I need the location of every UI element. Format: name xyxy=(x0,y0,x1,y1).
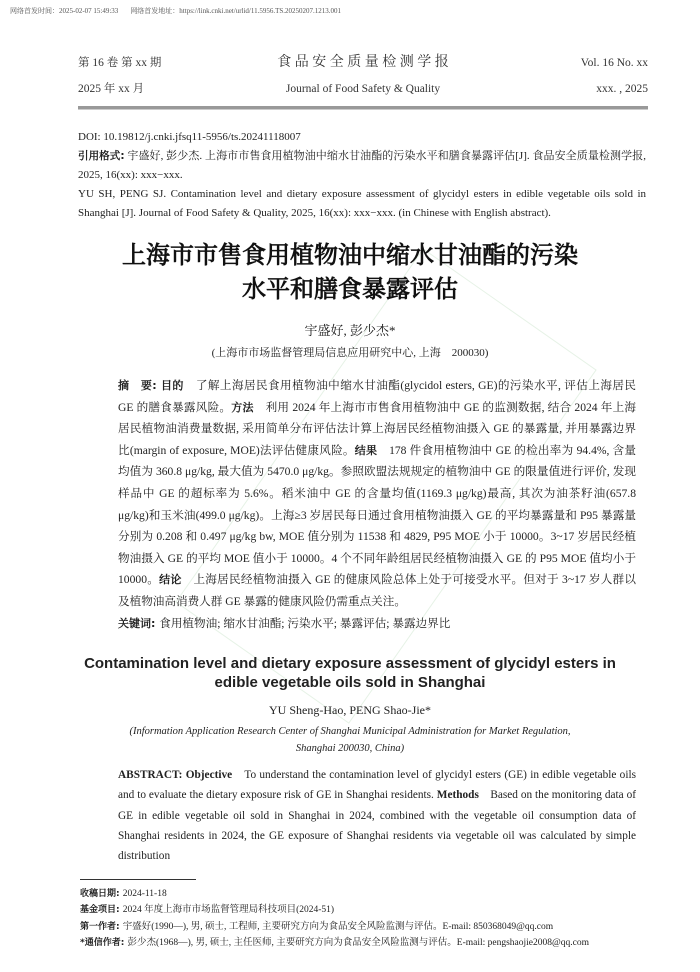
objective-text: 了解上海居民食用植物油中缩水甘油酯(glycidol esters, GE)的污染水平, 评估上海居民 GE 的膳食暴露风险。 xyxy=(118,379,636,414)
footnote-rule xyxy=(80,879,196,880)
header-rule xyxy=(78,106,648,110)
title-cn-line2: 水平和膳食暴露评估 xyxy=(242,277,458,303)
affiliation-cn: (上海市市场监督管理局信息应用研究中心, 上海 200030) xyxy=(211,347,489,359)
header-row-1 xyxy=(78,50,648,76)
methods-label: 方法 xyxy=(231,400,254,414)
authors-cn: 宇盛好, 彭少杰* xyxy=(304,323,396,338)
methods-en-text: Based on the monitoring data of GE in edible vegetable oil sold in Shanghai in 2024, combined with the vegetable oil consumption data of Shanghai residents in 2024, the GE exposure of Shanghai residents via vegetable oil was calculated by simple distribution xyxy=(118,789,636,863)
volume-cn: 第 16 卷 第 xx 期 xyxy=(78,57,162,69)
methods-text: 利用 2024 年上海市市售食用植物油中 GE 的监测数据, 结合 2024 年上海居民植物油消费量数据, 采用简单分布评估法计算上海居民经植物油摄入 GE 的暴露量, 并用暴露边界比(margin of exposure, MOE)法评估健康风险。 xyxy=(118,400,636,457)
date-en: xxx. , 2025 xyxy=(596,83,648,95)
citation-en: YU SH, PENG SJ. Contamination level and dietary exposure assessment of glycidyl esters in edible vegetable oils sold in Shanghai [J]. Journal of Food Safety & Quality, 2025, 16(xx): xxx−xxx. (in Chinese with English abstract). xyxy=(78,188,646,219)
citation-cn xyxy=(78,147,646,185)
abstract-cn xyxy=(118,375,636,634)
title-cn-line1: 上海市市售食用植物油中缩水甘油酯的污染 xyxy=(122,243,578,269)
affiliation-en-line1: (Information Application Research Center of Shanghai Municipal Administration for Market Regulation, xyxy=(129,726,571,738)
footnote-text: 宇盛好(1990—), 男, 硕士, 工程师, 主要研究方向为食品安全风险监测与评估。E-mail: 850368049@qq.com xyxy=(122,921,554,932)
doi[interactable]: DOI: 10.19812/j.cnki.jfsq11-5956/ts.20241118007 xyxy=(78,131,301,143)
footnote-first-author xyxy=(80,919,660,936)
footnote-text: 2024-11-18 xyxy=(122,888,167,899)
objective-en-text: To understand the contamination level of glycidyl esters (GE) in edible vegetable oils and to evaluate the dietary exposure risk of GE in Shanghai residents. xyxy=(118,769,636,802)
keywords-label: 关键词: xyxy=(118,616,160,630)
footnote-label: 第一作者: xyxy=(80,921,123,932)
citation-cn-text: 宇盛好, 彭少杰. 上海市市售食用植物油中缩水甘油酯的污染水平和膳食暴露评估[J]. 食品安全质量检测学报, 2025, 16(xx): xxx−xxx. xyxy=(78,150,647,181)
footnote-text: 2024 年度上海市市场监督管理局科技项目(2024-51) xyxy=(122,905,335,916)
results-text: 178 件食用植物油中 GE 的检出率为 94.4%, 含量均值为 360.8 μg/kg, 最大值为 5470.0 μg/kg。参照欧盟法规规定的植物油中 GE 的限量值进行评价, 发现样品中 GE 的超标率为 5.6%。稻米油中 GE 的含量均值(1169.3 μg/kg)最高, 其次为油茶籽油(657.8 μg/kg)和玉米油(499.0 μg/kg)。上海≥3 岁居民每日通过食用植物油摄入 GE 的平均暴露量和 P95 暴露量分别为 0.208 和 0.497 μg/kg bw, MOE 值分别为 11538 和 4829, P95 MOE 小于 10000。3~17 岁居民经植物油摄入 GE 的平均 MOE 值小于 10000。4 个不同年龄组居民经植物油摄入 GE 的 P95 MOE 值均小于 10000。 xyxy=(118,443,636,587)
methods-en-label: Methods xyxy=(436,789,479,802)
footnotes xyxy=(80,886,660,952)
abstract-en xyxy=(118,765,636,866)
footnote-corresponding-author xyxy=(80,935,660,952)
footnote-label: 收稿日期: xyxy=(80,888,123,899)
footnote-text: 彭少杰(1968—), 男, 硕士, 主任医师, 主要研究方向为食品安全风险监测与评估。E-mail: pengshaojie2008@qq.com xyxy=(127,938,590,949)
abstract-label: 摘 要: xyxy=(118,379,161,392)
footnote-received xyxy=(80,886,660,903)
volume-en: Vol. 16 No. xx xyxy=(580,57,648,69)
citation-label: 引用格式: xyxy=(78,150,125,162)
abstract-en-label: ABSTRACT: xyxy=(118,769,186,782)
footnote-label: 基金项目: xyxy=(80,905,123,916)
publish-time: 网络首发时间：2025-02-07 15:49:33 xyxy=(10,7,119,15)
conclusion-text: 上海居民经植物油摄入 GE 的健康风险总体上处于可接受水平。但对于 3~17 岁人群以及植物油高消费人群 GE 暴露的健康风险仍需重点关注。 xyxy=(118,573,636,608)
results-label: 结果 xyxy=(354,443,378,457)
footnote-label: *通信作者: xyxy=(80,938,128,949)
footnote-fund xyxy=(80,902,660,919)
conclusion-label: 结论 xyxy=(159,573,182,587)
citation-block xyxy=(78,128,646,223)
title-en-line2: edible vegetable oils sold in Shanghai xyxy=(214,674,486,692)
objective-label: 目的 xyxy=(160,379,184,392)
date-cn: 2025 年 xx 月 xyxy=(78,83,145,95)
affiliation-en-line2: Shanghai 200030, China) xyxy=(295,743,405,755)
title-en-line1: Contamination level and dietary exposure assessment of glycidyl esters in xyxy=(84,655,616,673)
journal-name-cn: 食 品 安 全 质 量 检 测 学 报 xyxy=(277,55,449,70)
header-row-2 xyxy=(78,76,648,102)
journal-name-en: Journal of Food Safety & Quality xyxy=(285,83,441,95)
authors-en: YU Sheng-Hao, PENG Shao-Jie* xyxy=(269,703,431,718)
keywords-text: 食用植物油; 缩水甘油酯; 污染水平; 暴露评估; 暴露边界比 xyxy=(159,616,451,630)
publish-url[interactable]: 网络首发地址：https://link.cnki.net/urlid/11.5956.TS.20250207.1213.001 xyxy=(130,7,342,15)
objective-en-label: Objective xyxy=(185,769,233,782)
